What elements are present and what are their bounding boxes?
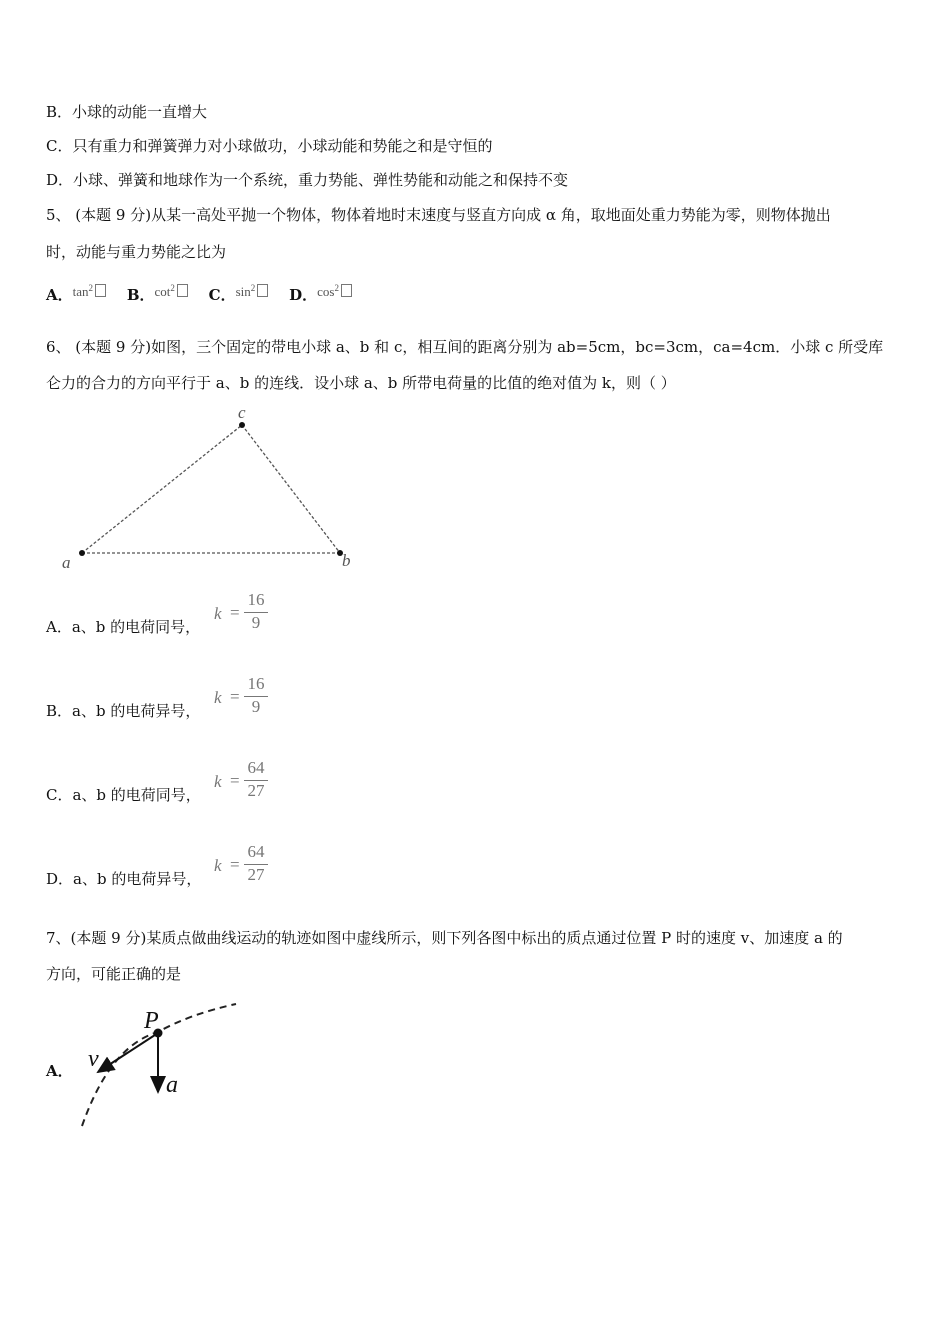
label-a: a — [62, 553, 71, 572]
label-c: c — [238, 403, 246, 422]
triangle-figure — [50, 400, 370, 580]
question-7-line1: 7、(本题 9 分)某质点做曲线运动的轨迹如图中虚线所示，则下列各图中标出的质点通过位置 P 时的速度 v、加速度 a 的 — [46, 929, 843, 947]
question-6-line1: 6、 (本题 9 分)如图，三个固定的带电小球 a、b 和 c，相互间的距离分别为 ab=5cm，bc=3cm，ca=4cm．小球 c 所受库 — [46, 338, 884, 356]
point-c — [239, 422, 245, 428]
velocity-arrow — [98, 1033, 158, 1072]
point-a — [79, 550, 85, 556]
option-6d-fraction: k = 64 27 — [214, 844, 274, 890]
option-6b-fraction: k = 16 9 — [214, 676, 274, 722]
option-4b: B．小球的动能一直增大 — [46, 103, 208, 121]
option-5d: D．$\cos^2$ — [289, 282, 352, 306]
option-5a: A．$\tan^2$ — [46, 282, 106, 306]
option-6d-text: D．a、b 的电荷异号， — [46, 870, 202, 888]
option-5c: C．$\sin^2$ — [209, 282, 269, 306]
option-4d: D．小球、弹簧和地球作为一个系统，重力势能、弹性势能和动能之和保持不变 — [46, 171, 569, 189]
option-4c: C．只有重力和弹簧弹力对小球做功，小球动能和势能之和是守恒的 — [46, 137, 493, 155]
label-v: v — [88, 1046, 99, 1072]
question-5-line1: 5、 (本题 9 分)从某一高处平抛一个物体，物体着地时末速度与竖直方向成 α 角，取地面处重力势能为零，则物体抛出 — [46, 206, 831, 224]
question-7-line2: 方向，可能正确的是 — [46, 965, 182, 983]
label-b: b — [342, 551, 351, 570]
option-6c-text: C．a、b 的电荷同号， — [46, 786, 201, 804]
question-5-line2: 时，动能与重力势能之比为 — [46, 243, 227, 261]
label-a-accel: a — [166, 1072, 178, 1098]
option-6a-text: A．a、b 的电荷同号， — [46, 618, 201, 636]
option-6b-text: B．a、b 的电荷异号， — [46, 702, 201, 720]
option-7a-label: A． — [46, 1062, 73, 1080]
option-6a-fraction: k = 16 9 — [214, 592, 274, 638]
question-6-line2: 仑力的合力的方向平行于 a、b 的连线．设小球 a、b 所带电荷量的比值的绝对值为 k，则（ ） — [46, 374, 676, 392]
label-p: P — [144, 1008, 159, 1034]
option-5b: B．$\cot^2$ — [127, 282, 188, 306]
trajectory-figure — [70, 996, 250, 1136]
option-6c-fraction: k = 64 27 — [214, 760, 274, 806]
question-5-options — [46, 282, 352, 306]
